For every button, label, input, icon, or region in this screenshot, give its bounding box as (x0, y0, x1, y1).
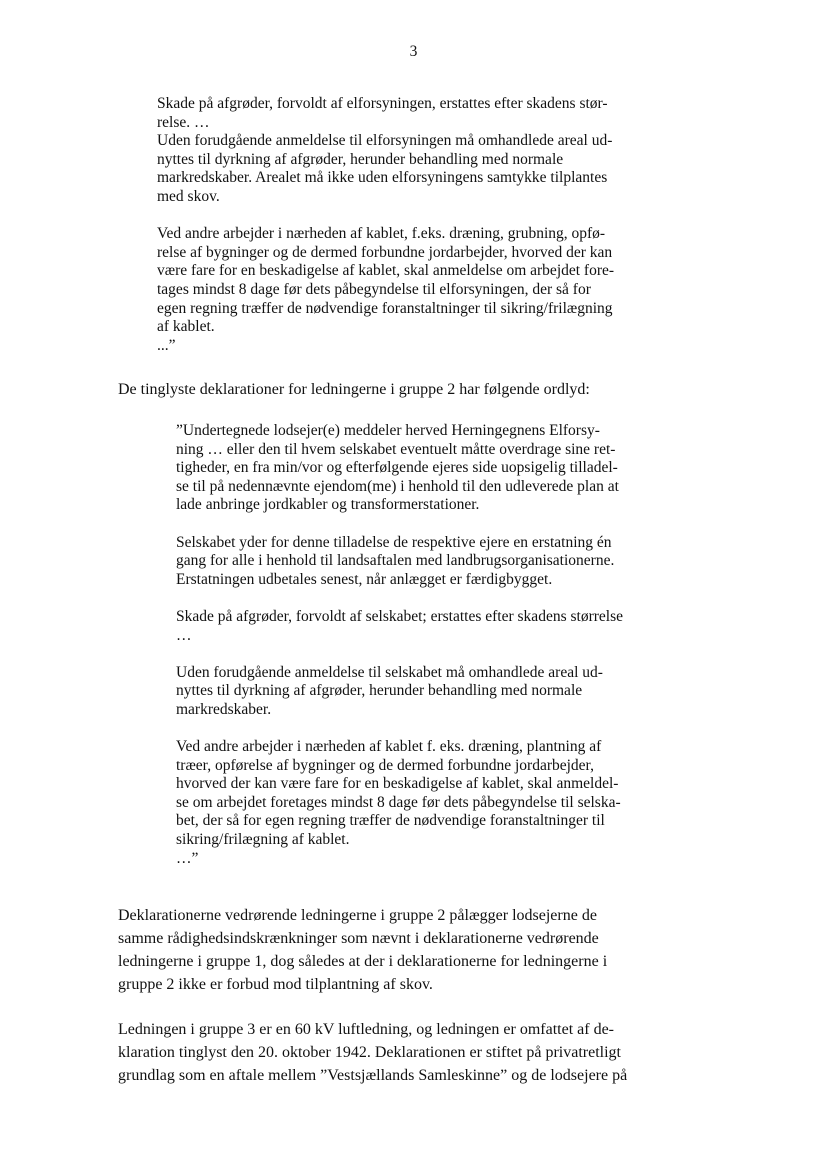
text-line: Ledningen i gruppe 3 er en 60 kV luftledning, og ledningen er omfattet af de- (118, 1021, 614, 1038)
text-line: grundlag som en aftale mellem ”Vestsjællands Samleskinne” og de lodsejere på (118, 1067, 628, 1084)
text-line: Skade på afgrøder, forvoldt af elforsyningen, erstattes efter skadens stør- (157, 95, 608, 112)
text-line: se om arbejdet foretages mindst 8 dage før dets påbegyndelse til selska- (176, 793, 621, 811)
text-line: …” (176, 849, 199, 867)
quote-paragraph (176, 422, 721, 515)
text-line: … (176, 626, 192, 644)
text-line: af kablet. (157, 318, 215, 336)
text-line: nyttes til dyrkning af afgrøder, herunder behandling med normale (157, 150, 564, 168)
body-paragraph (118, 1018, 718, 1087)
text-line: Skade på afgrøder, forvoldt af selskabet; erstattes efter skadens størrelse (176, 607, 623, 625)
text-line: gang for alle i henhold til landsaftalen med landbrugsorganisationerne. (176, 552, 615, 570)
text-line: sikring/frilægning af kablet. (176, 831, 350, 849)
text-line: markredskaber. (176, 700, 272, 718)
text-line: Selskabet yder for denne tilladelse de respektive ejere en erstatning én (176, 533, 612, 551)
text-line: hvorved der kan være fare for en beskadigelse af kablet, skal anmeldel- (176, 775, 619, 793)
quote-paragraph (176, 664, 721, 720)
text-line: se til på nedennævnte ejendom(me) i henhold til den udleverede plan at (176, 477, 619, 495)
text-line: tigheder, en fra min/vor og efterfølgende ejeres side uopsigelig tilladel- (176, 459, 618, 477)
text-line: Ved andre arbejder i nærheden af kablet f. eks. dræning, plantning af (176, 738, 602, 756)
text-line: Uden forudgående anmeldelse til selskabet må omhandlede areal ud- (176, 663, 603, 681)
text-line: ning … eller den til hvem selskabet eventuelt måtte overdrage sine ret- (176, 440, 616, 458)
quote-block-2 (176, 422, 721, 887)
text-line: nyttes til dyrkning af afgrøder, herunder behandling med normale (176, 682, 583, 700)
text-line: Deklarationerne vedrørende ledningerne i gruppe 2 pålægger lodsejerne de (118, 907, 597, 924)
text-line: samme rådighedsindskrænkninger som nævnt i deklarationerne vedrørende (118, 930, 599, 947)
text-line: være fare for en beskadigelse af kablet, skal anmeldelse om arbejdet fore- (157, 262, 615, 280)
quote-paragraph (176, 608, 721, 645)
text-line: tages mindst 8 dage før dets påbegyndelse til elforsyningen, der så for (157, 280, 591, 298)
quote-block-1 (157, 95, 717, 355)
text-line: De tinglyste deklarationer for ledningerne i gruppe 2 har følgende ordlyd: (118, 381, 590, 398)
text-line: træer, opførelse af bygninger og de dermed forbundne jordarbejder, (176, 756, 594, 774)
text-line: ledningerne i gruppe 1, dog således at der i deklarationerne for ledningerne i (118, 953, 608, 970)
text-line: ”Undertegnede lodsejer(e) meddeler herved Herningegnens Elforsy- (176, 422, 600, 439)
text-line: Ved andre arbejder i nærheden af kablet, f.eks. dræning, grubning, opfø- (157, 225, 606, 243)
text-line: med skov. (157, 187, 220, 205)
text-line: lade anbringe jordkabler og transformerstationer. (176, 496, 480, 514)
quote-paragraph (176, 738, 721, 868)
text-line: Erstatningen udbetales senest, når anlægget er færdigbygget. (176, 570, 553, 588)
quote-paragraph (157, 95, 717, 207)
page-number: 3 (409, 43, 418, 60)
text-line: ...” (157, 336, 176, 354)
quote-paragraph (176, 534, 721, 590)
text-line: klaration tinglyst den 20. oktober 1942. Deklarationen er stiftet på privatretligt (118, 1044, 621, 1061)
text-line: relse. … (157, 113, 210, 131)
text-line: egen regning træffer de nødvendige foranstaltninger til sikring/frilægning (157, 299, 613, 317)
quote-paragraph (157, 225, 717, 355)
text-line: gruppe 2 ikke er forbud mod tilplantning af skov. (118, 976, 433, 993)
text-line: markredskaber. Arealet må ikke uden elforsyningens samtykke tilplantes (157, 169, 608, 187)
text-line: relse af bygninger og de dermed forbundne jordarbejder, hvorved der kan (157, 243, 613, 261)
body-paragraph (118, 904, 718, 996)
text-line: bet, der så for egen regning træffer de nødvendige foranstaltninger til (176, 812, 605, 830)
text-line: Uden forudgående anmeldelse til elforsyningen må omhandlede areal ud- (157, 132, 613, 150)
intro-paragraph (118, 380, 718, 399)
